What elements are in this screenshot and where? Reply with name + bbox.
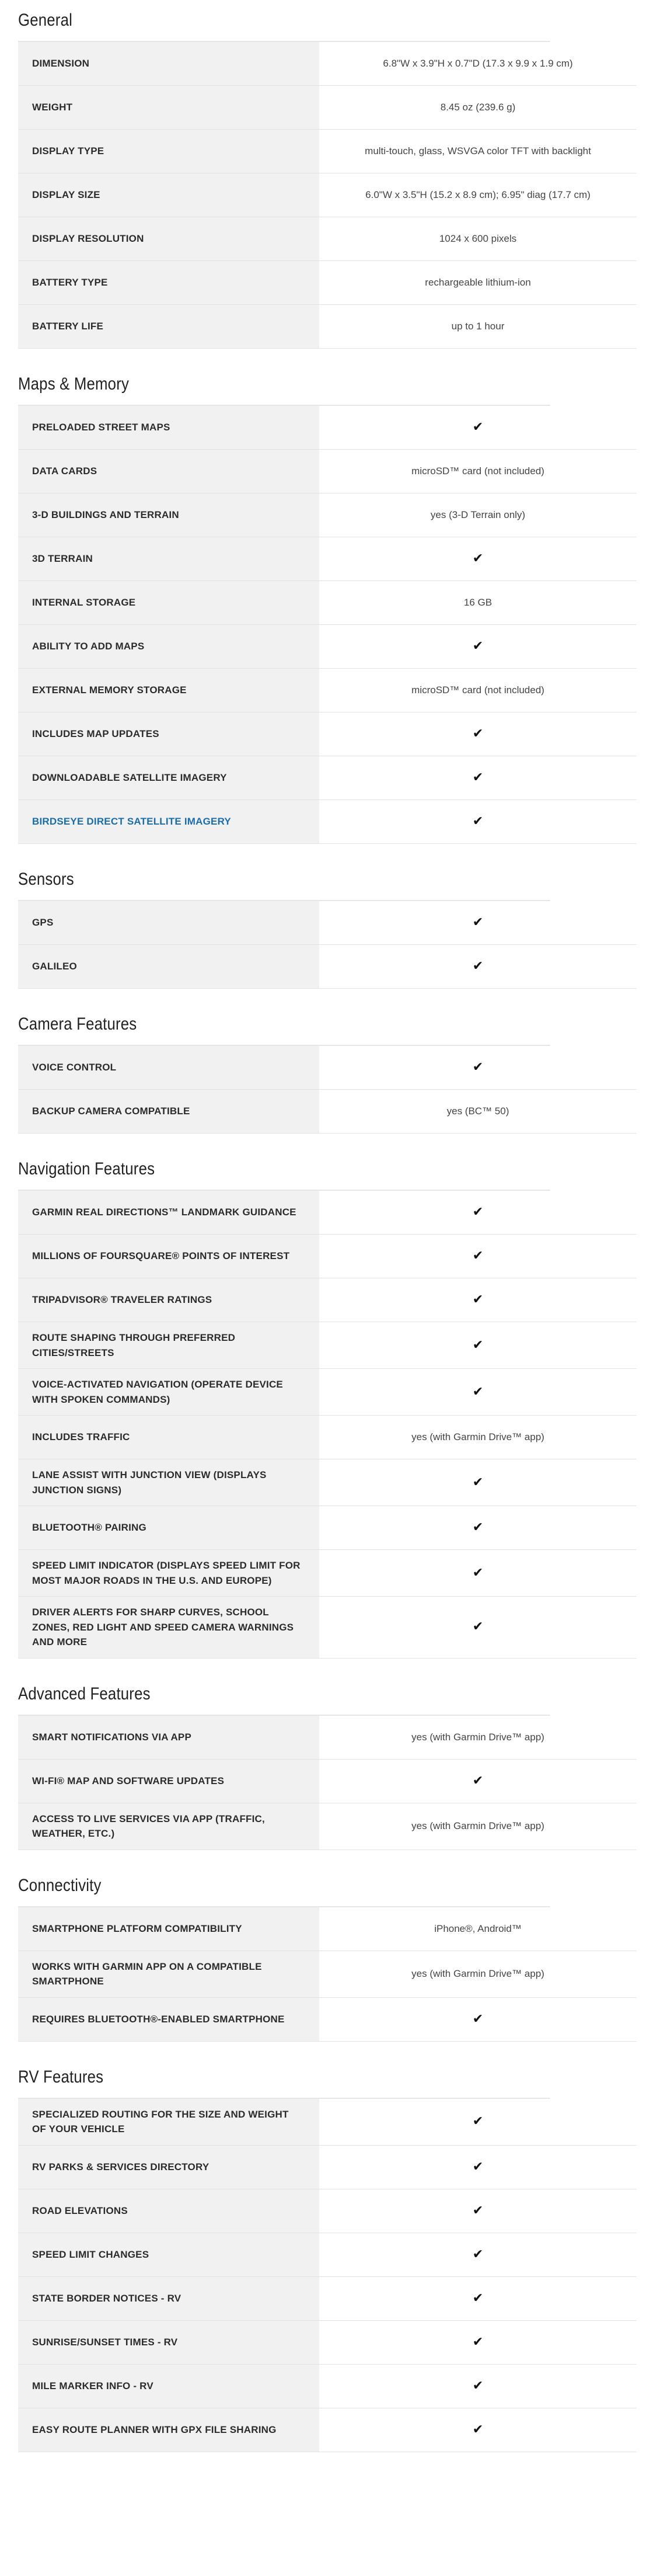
spec-row bbox=[18, 2408, 637, 2452]
spec-row bbox=[18, 2099, 637, 2146]
spec-value bbox=[319, 42, 637, 85]
check-icon: ✔ bbox=[472, 1249, 484, 1263]
spec-value-text: 6.8"W x 3.9"H x 0.7"D (17.3 x 9.9 x 1.9 cm) bbox=[383, 58, 573, 69]
spec-label: SUNRISE/SUNSET TIMES - RV bbox=[18, 2321, 319, 2364]
spec-value-text: yes (BC™ 50) bbox=[446, 1106, 509, 1117]
check-icon: ✔ bbox=[472, 1205, 484, 1219]
spec-label: VOICE-ACTIVATED NAVIGATION (OPERATE DEVICE WITH SPOKEN COMMANDS) bbox=[18, 1369, 319, 1415]
spec-value bbox=[319, 1550, 637, 1596]
spec-row bbox=[18, 1090, 637, 1134]
spec-value-text: 6.0"W x 3.5"H (15.2 x 8.9 cm); 6.95" diag (17.7 cm) bbox=[365, 189, 591, 201]
spec-value bbox=[319, 800, 637, 843]
check-icon: ✔ bbox=[472, 1337, 484, 1353]
section-title: Advanced Features bbox=[18, 1674, 550, 1716]
spec-row bbox=[18, 945, 637, 989]
spec-table bbox=[18, 42, 637, 349]
spec-label: STATE BORDER NOTICES - RV bbox=[18, 2277, 319, 2320]
spec-section-camera-features bbox=[18, 1004, 637, 1134]
spec-value bbox=[319, 712, 637, 756]
spec-row bbox=[18, 2321, 637, 2365]
spec-table bbox=[18, 406, 637, 844]
check-icon: ✔ bbox=[472, 915, 484, 930]
spec-label: SPEED LIMIT CHANGES bbox=[18, 2233, 319, 2276]
spec-value bbox=[319, 2277, 637, 2320]
spec-label: RV PARKS & SERVICES DIRECTORY bbox=[18, 2146, 319, 2189]
spec-row bbox=[18, 2277, 637, 2321]
spec-value bbox=[319, 2408, 637, 2452]
check-icon: ✔ bbox=[472, 1292, 484, 1307]
spec-row bbox=[18, 581, 637, 625]
spec-row bbox=[18, 1998, 637, 2042]
spec-label: 3D TERRAIN bbox=[18, 537, 319, 580]
spec-row bbox=[18, 1760, 637, 1803]
spec-label: REQUIRES BLUETOOTH®-ENABLED SMARTPHONE bbox=[18, 1998, 319, 2041]
check-icon: ✔ bbox=[472, 1520, 484, 1535]
spec-label: GALILEO bbox=[18, 945, 319, 988]
spec-label: INCLUDES TRAFFIC bbox=[18, 1416, 319, 1459]
spec-row bbox=[18, 756, 637, 800]
spec-label: PRELOADED STREET MAPS bbox=[18, 406, 319, 449]
spec-row bbox=[18, 1369, 637, 1416]
spec-value-text: multi-touch, glass, WSVGA color TFT with backlight bbox=[365, 145, 591, 157]
spec-row bbox=[18, 406, 637, 450]
spec-label: WEIGHT bbox=[18, 86, 319, 129]
spec-label: DIMENSION bbox=[18, 42, 319, 85]
spec-label: VOICE CONTROL bbox=[18, 1046, 319, 1089]
spec-value-text: microSD™ card (not included) bbox=[411, 684, 544, 696]
spec-label: BATTERY TYPE bbox=[18, 261, 319, 304]
spec-value bbox=[319, 305, 637, 348]
spec-label: BATTERY LIFE bbox=[18, 305, 319, 348]
spec-label: SPECIALIZED ROUTING FOR THE SIZE AND WEIGHT OF YOUR VEHICLE bbox=[18, 2099, 319, 2145]
spec-section-connectivity bbox=[18, 1865, 637, 2042]
spec-value bbox=[319, 1046, 637, 1089]
spec-value bbox=[319, 2099, 637, 2145]
section-title: RV Features bbox=[18, 2057, 550, 2099]
section-title: Maps & Memory bbox=[18, 364, 550, 406]
spec-value bbox=[319, 261, 637, 304]
spec-row bbox=[18, 2189, 637, 2233]
spec-section-navigation-features bbox=[18, 1149, 637, 1659]
spec-value bbox=[319, 217, 637, 260]
spec-label: LANE ASSIST WITH JUNCTION VIEW (DISPLAYS JUNCTION SIGNS) bbox=[18, 1459, 319, 1506]
spec-row bbox=[18, 1597, 637, 1659]
spec-row bbox=[18, 537, 637, 581]
check-icon: ✔ bbox=[472, 1565, 484, 1580]
spec-value bbox=[319, 1506, 637, 1549]
spec-table bbox=[18, 901, 637, 989]
spec-row bbox=[18, 1191, 637, 1235]
spec-value bbox=[319, 2189, 637, 2233]
spec-value-text: up to 1 hour bbox=[451, 321, 505, 332]
spec-label: ROUTE SHAPING THROUGH PREFERRED CITIES/STREETS bbox=[18, 1322, 319, 1368]
spec-section-advanced-features bbox=[18, 1674, 637, 1850]
check-icon: ✔ bbox=[472, 639, 484, 653]
spec-value bbox=[319, 1369, 637, 1415]
spec-label: DATA CARDS bbox=[18, 450, 319, 493]
spec-row bbox=[18, 712, 637, 756]
spec-value bbox=[319, 2321, 637, 2364]
spec-row bbox=[18, 173, 637, 217]
check-icon: ✔ bbox=[472, 2159, 484, 2174]
spec-value bbox=[319, 406, 637, 449]
spec-row bbox=[18, 261, 637, 305]
spec-row bbox=[18, 1278, 637, 1322]
spec-value bbox=[319, 537, 637, 580]
spec-section-sensors bbox=[18, 859, 637, 989]
spec-value bbox=[319, 581, 637, 624]
spec-value-text: yes (with Garmin Drive™ app) bbox=[411, 1431, 544, 1443]
spec-value bbox=[319, 493, 637, 537]
spec-label: EXTERNAL MEMORY STORAGE bbox=[18, 669, 319, 712]
spec-label: TRIPADVISOR® TRAVELER RATINGS bbox=[18, 1278, 319, 1322]
spec-value bbox=[319, 1235, 637, 1278]
spec-label: GARMIN REAL DIRECTIONS™ LANDMARK GUIDANCE bbox=[18, 1191, 319, 1234]
spec-value-text: 16 GB bbox=[463, 597, 493, 609]
spec-label: DISPLAY RESOLUTION bbox=[18, 217, 319, 260]
spec-value-text: yes (with Garmin Drive™ app) bbox=[411, 1820, 544, 1832]
check-icon: ✔ bbox=[472, 959, 484, 974]
spec-value bbox=[319, 1090, 637, 1133]
spec-row bbox=[18, 1322, 637, 1369]
spec-value bbox=[319, 1459, 637, 1506]
spec-row bbox=[18, 1046, 637, 1090]
spec-label: 3-D BUILDINGS AND TERRAIN bbox=[18, 493, 319, 537]
check-icon: ✔ bbox=[472, 2247, 484, 2262]
spec-value-text: 8.45 oz (239.6 g) bbox=[440, 102, 516, 113]
spec-table bbox=[18, 1191, 637, 1659]
spec-value bbox=[319, 173, 637, 217]
spec-value bbox=[319, 1278, 637, 1322]
spec-row bbox=[18, 1907, 637, 1951]
spec-label: MILLIONS OF FOURSQUARE® POINTS OF INTEREST bbox=[18, 1235, 319, 1278]
spec-row bbox=[18, 130, 637, 173]
spec-value-text: yes (with Garmin Drive™ app) bbox=[411, 1968, 544, 1980]
spec-value bbox=[319, 2365, 637, 2408]
spec-value bbox=[319, 1998, 637, 2041]
spec-label: DISPLAY SIZE bbox=[18, 173, 319, 217]
spec-row bbox=[18, 901, 637, 945]
spec-label: ABILITY TO ADD MAPS bbox=[18, 625, 319, 668]
check-icon: ✔ bbox=[472, 1619, 484, 1635]
check-icon: ✔ bbox=[472, 1384, 484, 1399]
spec-value bbox=[319, 1951, 637, 1997]
spec-section-rv-features bbox=[18, 2057, 637, 2452]
check-icon: ✔ bbox=[472, 1773, 484, 1788]
check-icon: ✔ bbox=[472, 2334, 484, 2349]
spec-value bbox=[319, 756, 637, 799]
spec-row bbox=[18, 625, 637, 669]
section-title: General bbox=[18, 0, 550, 42]
spec-row bbox=[18, 669, 637, 712]
spec-row bbox=[18, 800, 637, 844]
spec-row bbox=[18, 1803, 637, 1850]
spec-label: BLUETOOTH® PAIRING bbox=[18, 1506, 319, 1549]
check-icon: ✔ bbox=[472, 1475, 484, 1490]
spec-label: MILE MARKER INFO - RV bbox=[18, 2365, 319, 2408]
spec-value bbox=[319, 1416, 637, 1459]
check-icon: ✔ bbox=[472, 770, 484, 785]
spec-row bbox=[18, 305, 637, 349]
check-icon: ✔ bbox=[472, 2422, 484, 2437]
spec-value bbox=[319, 625, 637, 668]
spec-row bbox=[18, 1716, 637, 1760]
spec-row bbox=[18, 1550, 637, 1597]
section-title: Camera Features bbox=[18, 1004, 550, 1046]
spec-label: WORKS WITH GARMIN APP ON A COMPATIBLE SMARTPHONE bbox=[18, 1951, 319, 1997]
spec-row bbox=[18, 2365, 637, 2408]
spec-table bbox=[18, 1046, 637, 1134]
spec-value bbox=[319, 1597, 637, 1658]
check-icon: ✔ bbox=[472, 420, 484, 434]
spec-row bbox=[18, 217, 637, 261]
spec-value bbox=[319, 1716, 637, 1759]
section-title: Sensors bbox=[18, 859, 550, 901]
spec-value-text: microSD™ card (not included) bbox=[411, 465, 544, 477]
spec-label: DRIVER ALERTS FOR SHARP CURVES, SCHOOL ZONES, RED LIGHT AND SPEED CAMERA WARNINGS AND MORE bbox=[18, 1597, 319, 1658]
spec-value bbox=[319, 669, 637, 712]
spec-value-text: yes (3-D Terrain only) bbox=[430, 509, 526, 521]
spec-label: ROAD ELEVATIONS bbox=[18, 2189, 319, 2233]
check-icon: ✔ bbox=[472, 2203, 484, 2218]
spec-row bbox=[18, 2233, 637, 2277]
check-icon: ✔ bbox=[472, 2011, 484, 2026]
spec-value bbox=[319, 86, 637, 129]
spec-row bbox=[18, 493, 637, 537]
spec-label: DOWNLOADABLE SATELLITE IMAGERY bbox=[18, 756, 319, 799]
spec-label: SPEED LIMIT INDICATOR (DISPLAYS SPEED LIMIT FOR MOST MAJOR ROADS IN THE U.S. AND EUROPE) bbox=[18, 1550, 319, 1596]
spec-row bbox=[18, 1235, 637, 1278]
spec-value-text: yes (with Garmin Drive™ app) bbox=[411, 1731, 544, 1743]
spec-value bbox=[319, 1191, 637, 1234]
spec-label: EASY ROUTE PLANNER WITH GPX FILE SHARING bbox=[18, 2408, 319, 2452]
spec-row bbox=[18, 86, 637, 130]
spec-value-text: 1024 x 600 pixels bbox=[439, 233, 517, 245]
spec-table bbox=[18, 1907, 637, 2042]
section-title: Connectivity bbox=[18, 1865, 550, 1907]
check-icon: ✔ bbox=[472, 726, 484, 741]
spec-section-maps-memory bbox=[18, 364, 637, 844]
spec-table bbox=[18, 1716, 637, 1850]
section-title: Navigation Features bbox=[18, 1149, 550, 1191]
spec-row bbox=[18, 1951, 637, 1998]
spec-value bbox=[319, 1760, 637, 1803]
spec-label: SMARTPHONE PLATFORM COMPATIBILITY bbox=[18, 1907, 319, 1951]
spec-value-text: iPhone®, Android™ bbox=[434, 1923, 522, 1934]
spec-row bbox=[18, 42, 637, 86]
spec-value bbox=[319, 130, 637, 173]
spec-value bbox=[319, 450, 637, 493]
spec-value bbox=[319, 1322, 637, 1368]
spec-label: DISPLAY TYPE bbox=[18, 130, 319, 173]
spec-row bbox=[18, 2146, 637, 2189]
check-icon: ✔ bbox=[472, 551, 484, 566]
spec-label: WI-FI® MAP AND SOFTWARE UPDATES bbox=[18, 1760, 319, 1803]
spec-row bbox=[18, 1416, 637, 1459]
spec-value-text: rechargeable lithium-ion bbox=[425, 277, 531, 288]
spec-label: INTERNAL STORAGE bbox=[18, 581, 319, 624]
spec-row bbox=[18, 1506, 637, 1550]
spec-label: INCLUDES MAP UPDATES bbox=[18, 712, 319, 756]
spec-value bbox=[319, 1803, 637, 1850]
check-icon: ✔ bbox=[472, 2114, 484, 2129]
spec-label: GPS bbox=[18, 901, 319, 944]
check-icon: ✔ bbox=[472, 1060, 484, 1075]
spec-value bbox=[319, 1907, 637, 1951]
check-icon: ✔ bbox=[472, 814, 484, 829]
spec-row bbox=[18, 1459, 637, 1506]
spec-table bbox=[18, 2099, 637, 2452]
spec-label: BACKUP CAMERA COMPATIBLE bbox=[18, 1090, 319, 1133]
spec-value bbox=[319, 945, 637, 988]
spec-label: SMART NOTIFICATIONS VIA APP bbox=[18, 1716, 319, 1759]
check-icon: ✔ bbox=[472, 2290, 484, 2306]
spec-section-general bbox=[18, 0, 637, 349]
spec-value bbox=[319, 901, 637, 944]
spec-value bbox=[319, 2233, 637, 2276]
check-icon: ✔ bbox=[472, 2378, 484, 2393]
spec-value bbox=[319, 2146, 637, 2189]
spec-label: ACCESS TO LIVE SERVICES VIA APP (TRAFFIC, WEATHER, ETC.) bbox=[18, 1803, 319, 1850]
spec-label-link[interactable]: BIRDSEYE DIRECT SATELLITE IMAGERY bbox=[18, 800, 319, 843]
spec-row bbox=[18, 450, 637, 493]
